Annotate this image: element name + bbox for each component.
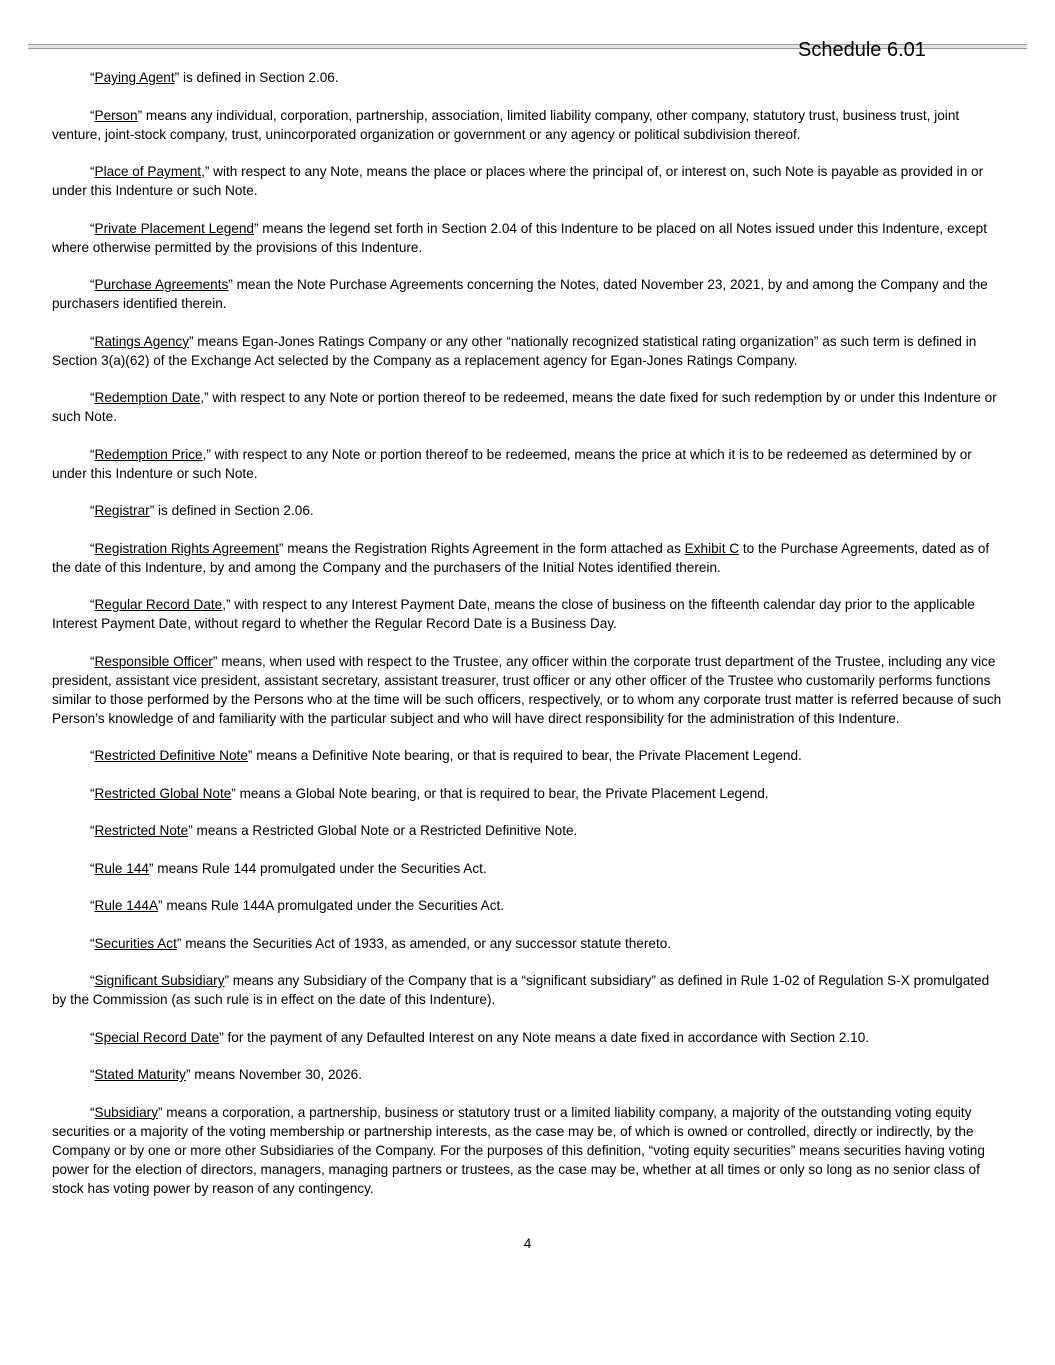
definition-text: ” means any Subsidiary of the Company that is a “significant subsidiary” as defined in Rule 1-02 of Regulation S-X promulgated by the Commission (as such rule is in effect on the date of this Indenture). (52, 973, 990, 1007)
definition-paragraph: “Registration Rights Agreement” means the Registration Rights Agreement in the form attached as Exhibit C to the Purchase Agreements, dated as of the date of this Indenture, by and among the Company and the purchasers of the Initial Notes identified therein. (52, 540, 990, 575)
defined-term: Private Placement Legend (94, 220, 254, 236)
defined-term: Redemption Price (94, 446, 203, 462)
defined-term: Subsidiary (94, 1104, 158, 1120)
defined-term: Stated Maturity (94, 1067, 186, 1082)
defined-term: Place of Payment (94, 164, 202, 179)
definition-paragraph: “Responsible Officer” means, when used with respect to the Trustee, any officer within the corporate trust department of the Trustee, including any vice president, assistant vice president, assistant secretary, assistant treasurer, trust officer or any other officer of the Trustee who customarily performs functions similar to those performed by the Persons who at the time will be such officers, respectively, or to whom any corporate trust matter is referred because of such Person’s knowledge of and familiarity with the particular subject and who will have direct responsibility for the administration of this Indenture. (52, 653, 1002, 726)
definition-paragraph: “Restricted Note” means a Restricted Global Note or a Restricted Definitive Note. (90, 823, 578, 838)
definition-paragraph: “Place of Payment,” with respect to any Note, means the place or places where the principal of, or interest on, such Note is payable as provided in or under this Indenture or such Note. (52, 164, 984, 198)
definition-paragraph: “Rule 144A” means Rule 144A promulgated under the Securities Act. (90, 898, 505, 913)
definition-paragraph: “Subsidiary” means a corporation, a partnership, business or statutory trust or a limited liability company, a majority of the outstanding voting equity securities or a majority of the voting membership or partnership interests, as the case may be, of which is owned or controlled, directly or indirectly, by the Company or by one or more other Subsidiaries of the Company. For the purposes of this definition, “voting equity securities” means securities having voting power for the election of directors, managers, managing partners or trustees, as the case may be, whether at all times or only so long as no senior class of stock has voting power by reason of any contingency. (52, 1104, 985, 1196)
definition-paragraph: “Regular Record Date,” with respect to any Interest Payment Date, means the close of business on the fifteenth calendar day prior to the applicable Interest Payment Date, without regard to whether the Regular Record Date is a Business Day. (52, 597, 975, 631)
definition-paragraph: “Significant Subsidiary” means any Subsidiary of the Company that is a “significant subsidiary” as defined in Rule 1-02 of Regulation S-X promulgated by the Commission (as such rule is in effect on the date of this Indenture). (52, 973, 990, 1007)
defined-term: Person (94, 107, 138, 123)
defined-term: Ratings Agency (94, 333, 189, 349)
definition-text: ” means the legend set forth in Section 2.04 of this Indenture to be placed on all Notes issued under this Indenture, except where otherwise permitted by the provisions of this Indenture. (52, 220, 987, 255)
definition-paragraph: “Private Placement Legend” means the legend set forth in Section 2.04 of this Indenture to be placed on all Notes issued under this Indenture, except where otherwise permitted by the provisions of this Indenture. (52, 220, 987, 255)
definition-text: ” means any individual, corporation, partnership, association, limited liability company, other company, statutory trust, business trust, joint venture, joint-stock company, trust, unincorporated organization or government or any agency or political subdivision thereof. (52, 107, 960, 142)
definition-paragraph: “Registrar” is defined in Section 2.06. (90, 503, 314, 518)
schedule-label: Schedule 6.01 (798, 39, 926, 61)
definition-text: ” means Egan-Jones Ratings Company or any other “nationally recognized statistical rating organization” as such term is defined in Section 3(a)(62) of the Exchange Act selected by the Company as a replacement agency for Egan-Jones Ratings Company. (52, 333, 977, 368)
definition-text: ” means the Securities Act of 1933, as amended, or any successor statute thereto. (176, 935, 672, 951)
definition-paragraph: “Person” means any individual, corporation, partnership, association, limited liability company, other company, statutory trust, business trust, joint venture, joint-stock company, trust, unincorporated organization or government or any agency or political subdivision thereof. (52, 107, 960, 142)
defined-term: Responsible Officer (94, 653, 213, 669)
definition-text: ” means Rule 144A promulgated under the Securities Act. (158, 898, 505, 913)
definition-paragraph: “Securities Act” means the Securities Act of 1933, as amended, or any successor statute thereto. (90, 935, 672, 951)
definitions-body (52, 68, 1004, 1216)
definition-text: ,” with respect to any Note or portion thereof to be redeemed, means the date fixed for such redemption by or under this Indenture or such Note. (52, 390, 997, 424)
defined-term: Registrar (94, 503, 150, 518)
definition-text: ” means a Definitive Note bearing, or that is required to bear, the Private Placement Legend. (247, 748, 802, 763)
defined-term: Restricted Global Note (94, 785, 232, 801)
definition-text: ” is defined in Section 2.06. (149, 503, 314, 518)
exhibit-reference: Exhibit C (684, 540, 740, 556)
definition-paragraph: “Restricted Definitive Note” means a Definitive Note bearing, or that is required to bear, the Private Placement Legend. (90, 748, 802, 763)
definition-text: ” means, when used with respect to the Trustee, any officer within the corporate trust department of the Trustee, including any vice president, assistant vice president, assistant secretary, assistant treasurer, trust officer or any other officer of the Trustee who customarily performs functions similar to those performed by the Persons who at the time will be such officers, respectively, or to whom any corporate trust matter is referred because of such Person’s knowledge of and familiarity with the particular subject and who will have direct responsibility for the administration of this Indenture. (52, 653, 1002, 726)
defined-term: Restricted Note (94, 823, 189, 838)
defined-term: Registration Rights Agreement (94, 540, 279, 556)
definition-text: ” means the Registration Rights Agreement in the form attached as (278, 540, 685, 556)
defined-term: Rule 144A (94, 898, 159, 913)
defined-term: Special Record Date (94, 1029, 220, 1045)
definition-paragraph: “Ratings Agency” means Egan-Jones Ratings Company or any other “nationally recognized statistical rating organization” as such term is defined in Section 3(a)(62) of the Exchange Act selected by the Company as a replacement agency for Egan-Jones Ratings Company. (52, 333, 977, 368)
definition-paragraph: “Special Record Date” for the payment of any Defaulted Interest on any Note means a date fixed in accordance with Section 2.10. (90, 1029, 870, 1045)
definition-paragraph: “Redemption Price,” with respect to any Note or portion thereof to be redeemed, means the price at which it is to be redeemed as determined by or under this Indenture or such Note. (52, 446, 972, 481)
defined-term: Securities Act (94, 935, 177, 951)
definition-text: ” means Rule 144 promulgated under the Securities Act. (148, 860, 487, 876)
definition-text: to the Purchase Agreements, dated as of the date of this Indenture, by and among the Company and the purchasers of the Initial Notes identified therein. (52, 540, 990, 575)
definition-text: ” for the payment of any Defaulted Interest on any Note means a date fixed in accordance with Section 2.10. (219, 1029, 870, 1045)
page-number: 4 (523, 1236, 532, 1251)
definition-paragraph: “Stated Maturity” means November 30, 2026. (90, 1067, 363, 1082)
definition-paragraph: “Purchase Agreements” mean the Note Purchase Agreements concerning the Notes, dated November 23, 2021, by and among the Company and the purchasers identified therein. (52, 277, 988, 311)
definition-text: ” is defined in Section 2.06. (174, 70, 339, 85)
definition-paragraph: “Redemption Date,” with respect to any Note or portion thereof to be redeemed, means the date fixed for such redemption by or under this Indenture or such Note. (52, 390, 997, 424)
definition-text: ,” with respect to any Interest Payment Date, means the close of business on the fifteenth calendar day prior to the applicable Interest Payment Date, without regard to whether the Regular Record Date is a Business Day. (52, 597, 975, 631)
definition-text: ” means a Global Note bearing, or that is required to bear, the Private Placement Legend. (231, 785, 769, 801)
definition-paragraph: “Rule 144” means Rule 144 promulgated under the Securities Act. (90, 860, 487, 876)
definition-text: ” means November 30, 2026. (185, 1067, 363, 1082)
defined-term: Redemption Date (94, 390, 201, 405)
defined-term: Rule 144 (94, 860, 149, 876)
defined-term: Paying Agent (94, 70, 175, 85)
definition-text: ” mean the Note Purchase Agreements concerning the Notes, dated November 23, 2021, by and among the Company and the purchasers identified therein. (52, 277, 988, 311)
definition-text: ” means a Restricted Global Note or a Restricted Definitive Note. (188, 823, 578, 838)
definition-text: ” means a corporation, a partnership, business or statutory trust or a limited liability company, a majority of the outstanding voting equity securities or a majority of the voting membership or partnership interests, as the case may be, of which is owned or controlled, directly or indirectly, by the Company or by one or more other Subsidiaries of the Company. For the purposes of this definition, “voting equity securities” means securities having voting power for the election of directors, managers, managing partners or trustees, as the case may be, whether at all times or only so long as no senior class of stock has voting power by reason of any contingency. (52, 1104, 985, 1196)
defined-term: Regular Record Date (94, 597, 223, 612)
defined-term: Significant Subsidiary (94, 973, 225, 988)
definition-text: ,” with respect to any Note, means the place or places where the principal of, or interest on, such Note is payable as provided in or under this Indenture or such Note. (52, 164, 984, 198)
definition-text: ,” with respect to any Note or portion thereof to be redeemed, means the price at which it is to be redeemed as determined by or under this Indenture or such Note. (52, 446, 972, 481)
definition-paragraph: “Restricted Global Note” means a Global Note bearing, or that is required to bear, the Private Placement Legend. (90, 785, 769, 801)
defined-term: Purchase Agreements (94, 277, 229, 292)
definition-paragraph: “Paying Agent” is defined in Section 2.06. (90, 70, 339, 85)
defined-term: Restricted Definitive Note (94, 748, 248, 763)
